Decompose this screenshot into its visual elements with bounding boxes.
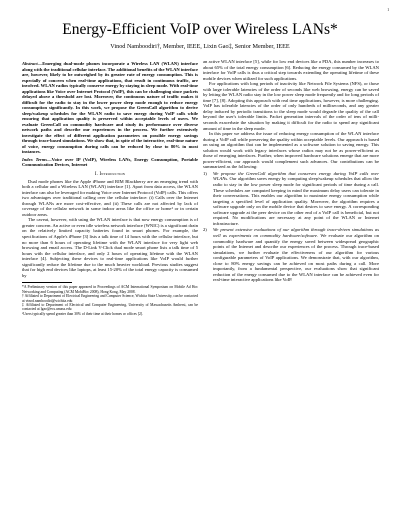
abstract-text: —Emerging dual-mode phones incorporate a Wireless LAN (WLAN) interface along with the traditional cellular interface. The additional benefits of the WLAN interface are, however, likely to be outweighed by its greater rate of energy consumption. This is especially of concern when real-time applications, that result in continuous traffic, are involved. WLAN radios typically conserve energy by staying in sleep mode. With real-time applications like Voice over Internet Protocol (VoIP), this can be challenging since packets delayed above a threshold are lost. Moreover, the continuous nature of traffic makes it difficult for the radio to stay in the lower power sleep mode enough to reduce energy consumption significantly. In this work, we propose the GreenCall algorithm to derive sleep/wakeup schedules for the WLAN radio to save energy during VoIP calls while ensuring that application quality is preserved within acceptable levels of users. We evaluate GreenCall on commodity hardware and study its performance over diverse network paths and describe our experiences in the process. We further extensively investigate the effect of different application parameters on possible energy savings through trace-based simulations. We show that, in spite of the interactive, real-time nature of voice, energy consumption during calls can be reduced by close to 80% in most instances. xyxy=(22,61,198,154)
contribution-item xyxy=(203,227,379,282)
contribution-marker: 1) xyxy=(203,170,207,176)
contribution-text: We evaluate our algorithm on commodity hardware and quantify the energy saved between widespread geographic points of the Internet and describe our experiences of the process. Through trace-based simulations, we further evaluate the effectiveness of our algorithm for various configurable parameters of VoIP applications. We demonstrate that, with our algorithm, close to 80% energy savings can be achieved on most paths during a call. More importantly, from a fundamental perspective, our evaluations show that significant reduction of the energy consumed due to the WLAN interface can be achieved even for real-time interactive applications like VoIP. xyxy=(213,232,380,283)
contribution-item xyxy=(203,171,379,226)
intro-paragraph-2: The caveat, however, with using the WLAN interface is that now energy consumption is of greater concern. An active or even idle wireless network interface (WNIC) is a significant drain on the relatively limited capacity batteries found in smart phones. For example, the specifications of Apple's iPhone [3] lists a talk time of 14 hours with the cellular interface, but no more than 6 hours of operating lifetime with the WLAN interface for very light web browsing and email access. The D-Link V-Click dual mode smart phone lists a talk time of 5 hours with the cellular interface, and only 2 hours of operating lifetime with the WLAN interface [4]. Subjecting these devices to real-time applications like VoIP would further significantly reduce the lifetime due to the much heavier workload. Previous studies suggest that for high end devices like laptops, at least 15-20% of the total energy capacity is consumed by xyxy=(22,217,198,278)
footnote-author-1: † Affiliated to Department of Electrical Engineering and Computer Science, Wichita State University, can be contacted at vinod.namboodiri@wichita.edu xyxy=(22,294,198,303)
right-column xyxy=(203,59,379,284)
index-terms-lead: Index Terms xyxy=(22,156,48,162)
page-number: 1 xyxy=(387,8,389,12)
paper-title: Energy-Efficient VoIP over Wireless LANs* xyxy=(62,21,338,38)
abstract-lead: Abstract xyxy=(22,61,38,66)
contribution-emphasis: We propose the GreenCall algorithm that conserves energy during VoIP calls over WLANs. xyxy=(213,170,379,182)
contribution-emphasis: We present extensive evaluations of our algorithm through trace-driven simulations as well as experiments on commodity hardware/software. xyxy=(213,227,379,238)
contribution-text: Our algorithm saves energy by computing sleep/wakeup schedules that allow the radio to stay in the low power sleep mode for significant periods of time during a call. These schedules are computed keeping in mind the maximum delay users can tolerate in their conversations. This enables our algorithm to maximize energy consumption while targeting a specified level of application quality. Moreover, the algorithm requires a software upgrade only on the mobile device that desires to save energy. A corresponding software upgrade at the peer device on the other end of a VoIP call is beneficial, but not required. No modifications are necessary at any point of the WLAN or Internet infrastructure. xyxy=(213,176,379,226)
right-paragraph-1: an active WLAN interface [5], while for low end devices like a PDA, this number increases to about 65% of the total energy consumption [6]. Reducing the energy consumed by the WLAN interface for VoIP calls is thus a critical step towards extending the operating lifetime of these mobile devices when utilized for such applications. xyxy=(203,59,379,81)
right-paragraph-3: In this paper we address the issue of reducing energy consumption of the WLAN interface during a VoIP call while preserving the quality within acceptable levels. Our approach is based on using an algorithm that can be implemented as a software solution to saving energy. This solution would work with legacy interfaces whose radios may not be as power-efficient as those of emerging interfaces. Further, when improved hardware solutions emerge that are more power-efficient, our approach would complement such advances. Our contributions can be summarized as the following: xyxy=(203,131,379,170)
index-terms xyxy=(22,157,198,168)
footnote-rule xyxy=(22,282,72,283)
index-terms-text: —Voice over IP (VoIP), Wireless LANs, Energy Consumption, Portable Communication Devices, Internet xyxy=(22,156,198,167)
section-heading-introduction: I. Introduction xyxy=(94,171,126,177)
author-line: Vinod Namboodiri†, Member, IEEE, Lixin Gao‡, Senior Member, IEEE xyxy=(110,43,290,50)
footnote-users: ¹Users typically spend greater than 30% of their time at their homes or offices [2]. xyxy=(22,311,143,316)
left-column xyxy=(22,61,198,316)
right-paragraph-2: For applications with long periods of inactivity like Network File Systems (NFS), or those with large tolerable latencies of the order of seconds like web browsing, energy can be saved by letting the WLAN radio stay in the low power sleep mode frequently and for long periods of time [7], [8]. Adopting this approach with real time applications, however, is more challenging. VoIP has tolerable latencies of the order of only hundreds of milliseconds, and any greater delay induced by periodic transitions to the sleep mode would degrade the quality of the call beyond the user's tolerable limits. Packet generation intervals of the order of tens of milli-seconds exacerbate the situation by making it difficult for the radio to spend any significant amount of time in the sleep mode. xyxy=(203,81,379,131)
intro-paragraph-1: Dual mode phones like the Apple iPhone and RIM Blackberry are an emerging trend with both a cellular and a Wireless LAN (WLAN) interface [1]. Apart from data access, the WLAN interface can also be leveraged for making Voice over Internet Protocol (VoIP) calls. This offers two advantages over traditional calling over the cellular interface: (i) Calls over the Internet through WLANs are more cost-effective, and (ii) These calls are not affected by lack of coverage of the cellular network in some indoor areas like the office or home¹ or in certain outdoor areas. xyxy=(22,178,198,217)
abstract xyxy=(22,61,198,155)
footnote-preliminary: *A Preliminary version of this paper appeared in Proceedings of ACM International Symposium on Mobile Ad Hoc Networking and Computing (ACM MobiHoc 2008), Hong Kong, May 2008. xyxy=(22,285,198,294)
footnote-author-2: ‡ Affiliated to Department of Electrical and Computer Engineering, University of Massachusetts Amherst, can be contacted at lgao@ecs.umass.edu xyxy=(22,302,198,312)
contribution-marker: 2) xyxy=(203,227,207,233)
contributions-list xyxy=(203,171,379,283)
